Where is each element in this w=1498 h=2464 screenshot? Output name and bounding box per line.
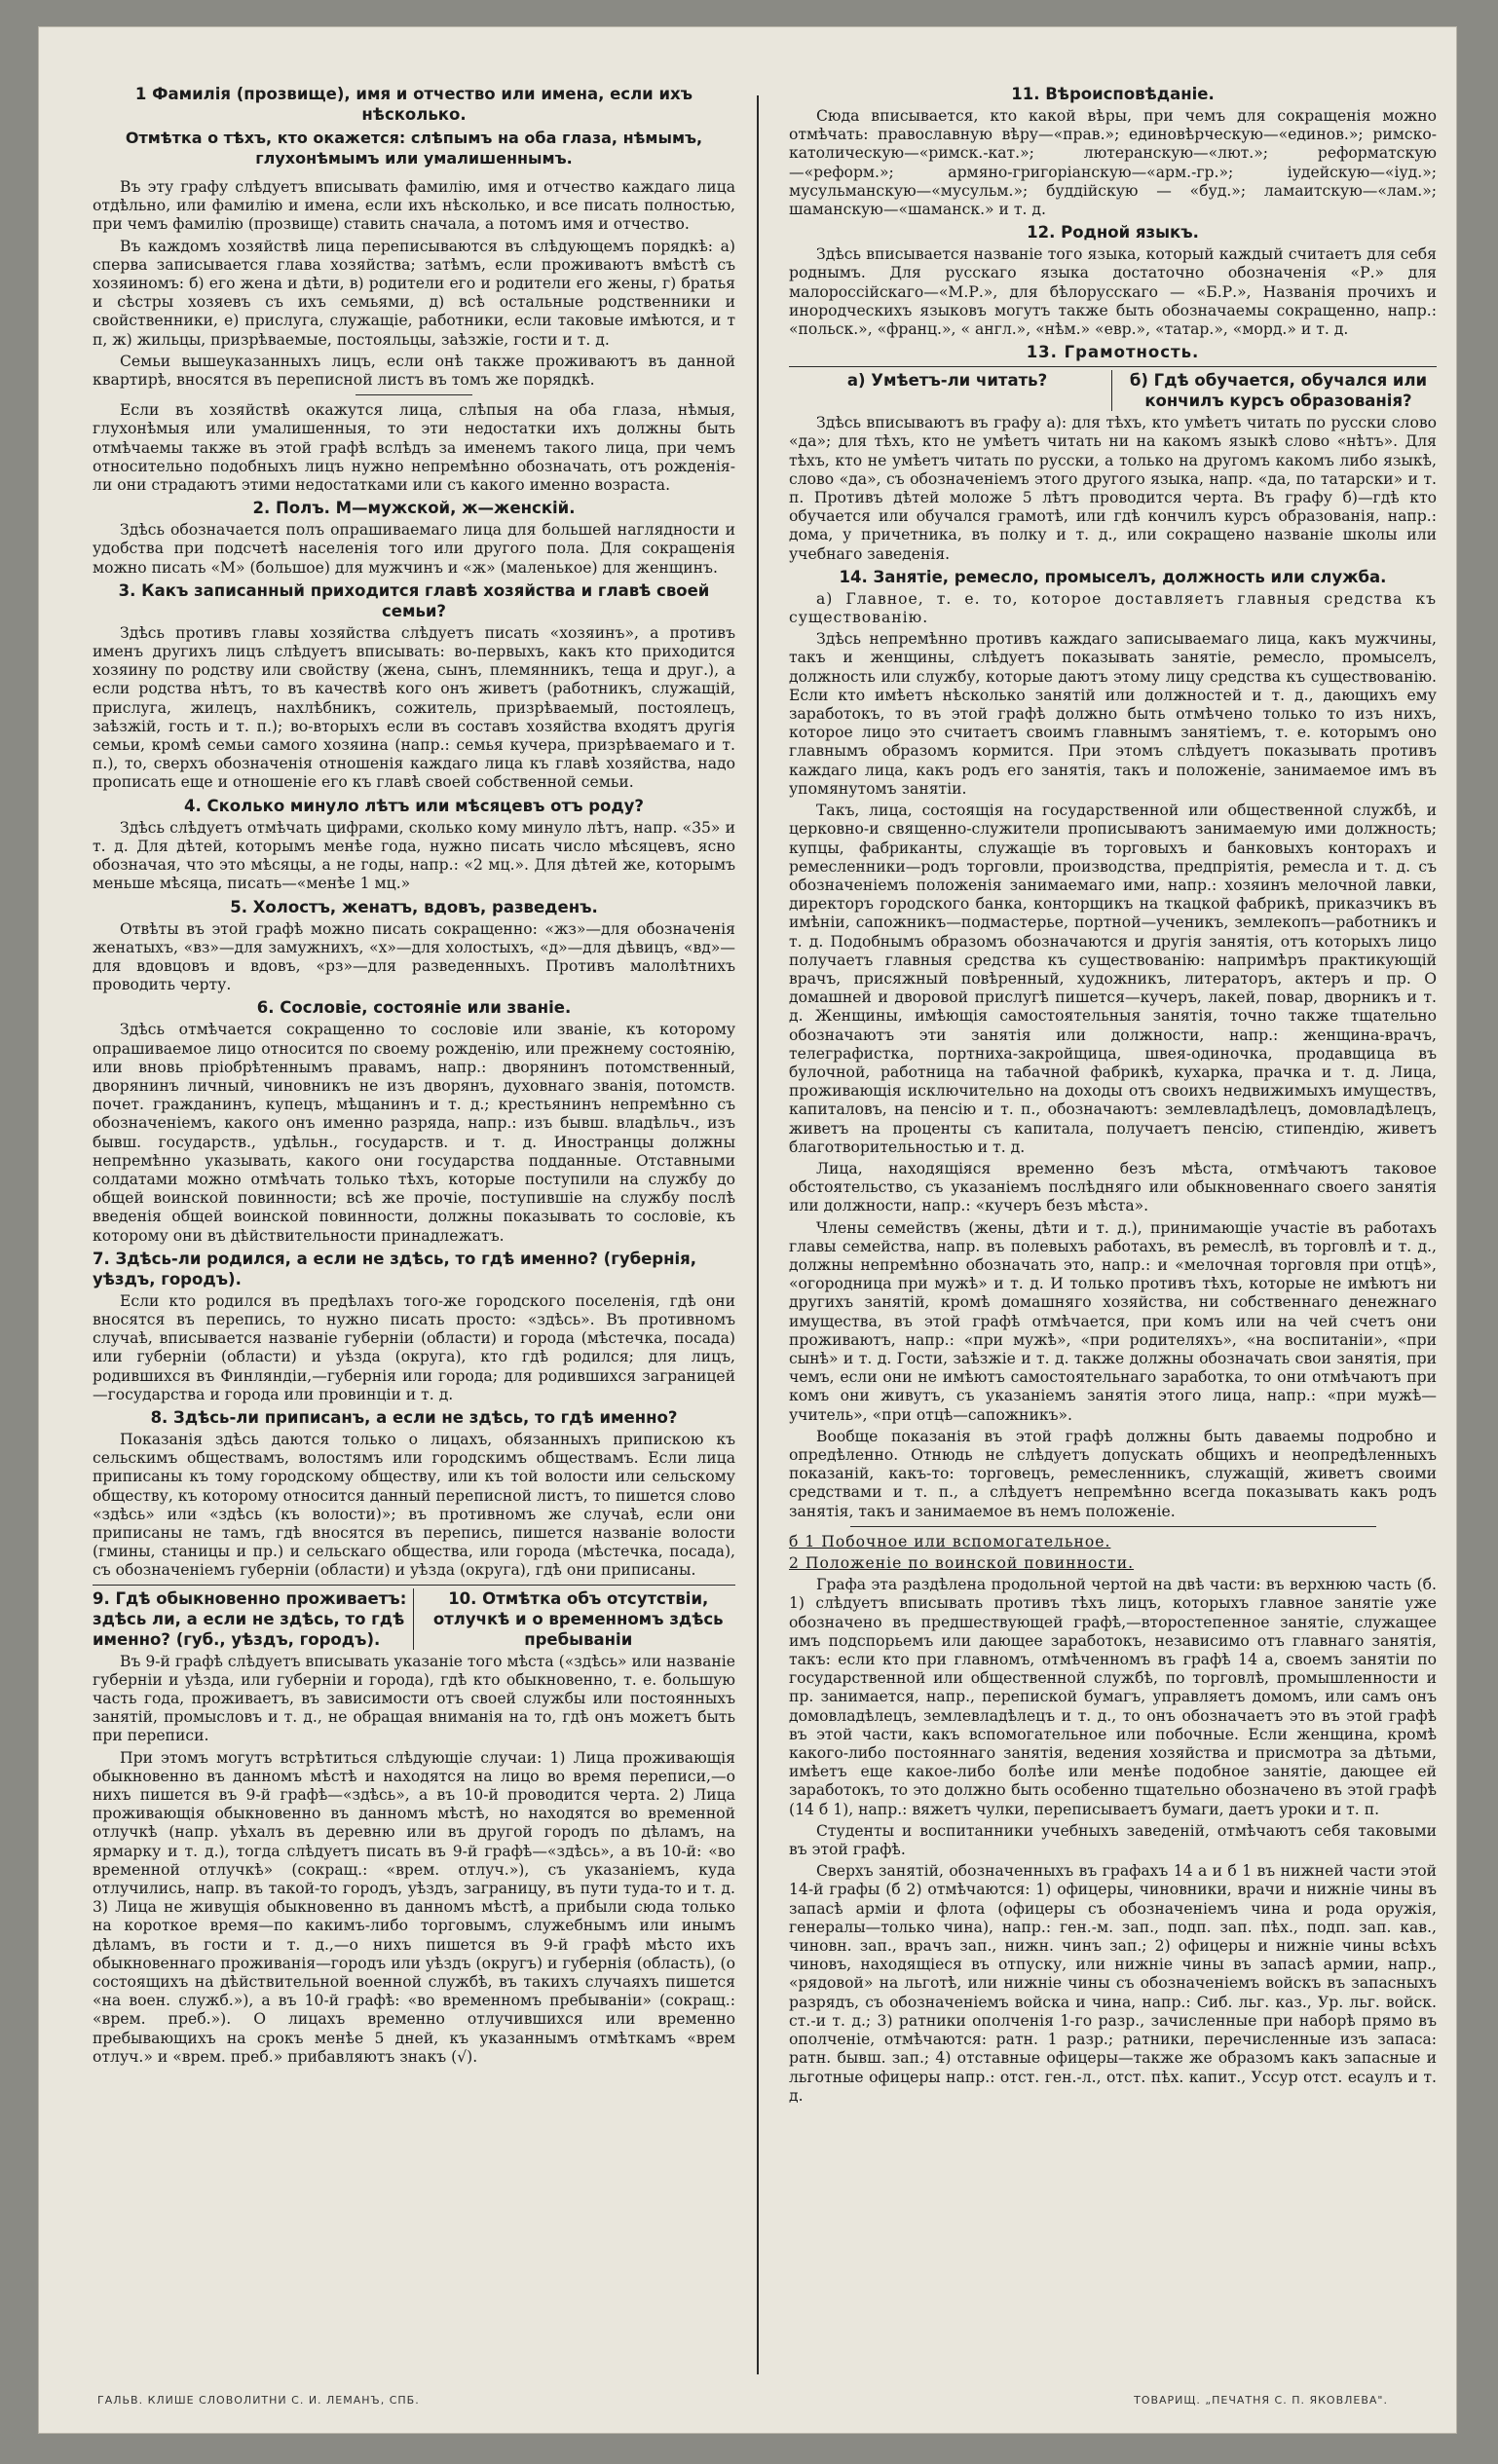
divider-line (850, 1526, 1376, 1527)
section-3-heading: 3. Какъ записанный приходится главѣ хозяйства и главѣ своей семьи? (118, 580, 710, 620)
paragraph: Такъ, лица, состоящія на государственной или общественной службѣ, и церковно-и священно-служители прописываютъ занимаемую ими должность; купцы, фабриканты, служащіе въ торговыхъ и банковыхъ конторахъ и ремесленники—родъ торговли, производства, предпріятія, ремесла и т. д. съ обозначеніемъ положенія занимаемаго ими, напр.: хозяинъ мелочной лавки, директоръ городского банка, конторщикъ на ткацкой фабрикѣ, приказчикъ въ имѣніи, сапожникъ—подмастерье, портной—ученикъ, землекопъ—работникъ и т. д. Подобнымъ образомъ обозначаются и другія занятія, отъ которыхъ лицо получаетъ главныя средства къ существованію: напримѣръ практикующій врачъ, присяжный повѣренный, художникъ, литераторъ, актеръ и пр. О домашней и дворовой прислугѣ пишется—кучеръ, лакей, повар, дворникъ и т. д. Женщины, имѣющія самостоятельныя занятія, точно также тщательно обозначаютъ эти занятія или должности, напр.: женщина-врачъ, телеграфистка, портниха-закройщица, швея-одиночка, продавщица въ булочной, работница на табачной фабрикѣ, кухарка, прачка и т. д. Лица, проживающія исключительно на доходы отъ своихъ недвижимыхъ имуществъ, капиталовъ, на пенсію и т. п., обозначаютъ: землевладѣлецъ, домовладѣлецъ, живетъ на проценты съ капитала, получаетъ пенсію, стипендію, живетъ благотворительностью и т. д. (789, 802, 1437, 1156)
paragraph: Здѣсь вписываютъ въ графу а): для тѣхъ, кто умѣетъ читать по русски слово «да»; для тѣхъ, кто не умѣетъ читать ни на какомъ языкѣ слово «нѣтъ». Для тѣхъ, кто не умѣетъ читать по русски, а только на другомъ какомъ либо языкѣ, слово «да», съ обозначеніемъ этого другого языка, напр. «да, по татарски» и т. п. Противъ дѣтей моложе 5 лѣтъ проводится черта. Въ графу б)—гдѣ кто обучается или обучался грамотѣ, или гдѣ кончилъ курсъ образованія, напр.: дома, у причетника, въ полку и т. д., или сокращено названіе школы или учебнаго заведенія. (789, 414, 1437, 563)
paragraph: При этомъ могутъ встрѣтиться слѣдующіе случаи: 1) Лица проживающія обыкновенно въ данномъ мѣстѣ и находятся на лицо во время переписи,—о нихъ пишется въ 9-й графѣ—«здѣсь», а въ 10-й проводится черта. 2) Лица проживающія обыкновенно въ данномъ мѣстѣ, но находятся во временной отлучкѣ (напр. уѣхалъ въ деревню или въ другой городъ по дѣламъ, на ярмарку и т. д.), тогда слѣдуетъ писать въ 9-й графѣ—«здѣсь», а въ 10-й: «во временной отлучкѣ» (сокращ.: «врем. отлуч.»), съ указаніемъ, куда отлучились, напр. въ такой-то городъ, уѣздъ, заграницу, въ пути туда-то и т. д. 3) Лица не живущія обыкновенно въ данномъ мѣстѣ, а прибыли сюда только на короткое время—по какимъ-либо торговымъ, служебнымъ или инымъ дѣламъ, въ гости и т. д.,—о нихъ пишется въ 9-й графѣ мѣсто ихъ обыкновеннаго проживанія—городъ или уѣздъ (округъ) и губернія (область), (о состоящихъ на дѣйствительной военной службѣ, въ такихъ случаяхъ пишется «на воен. служб.»), а въ 10-й графѣ: «во временномъ пребываніи» (сокращ.: «врем. преб.»). О лицахъ временно отлучившихся или временно пребывающихъ на срокъ менѣе 5 дней, къ указаннымъ отмѣткамъ «врем отлуч.» и «врем. преб.» прибавляютъ знакъ (√). (93, 1748, 735, 2066)
paragraph: Здѣсь непремѣнно противъ каждаго записываемаго лица, какъ мужчины, такъ и женщины, слѣдуетъ показывать занятіе, ремесло, промыселъ, должность или службу, которые даютъ этому лицу средства къ существованію. Если кто имѣетъ нѣсколько занятій или должностей и т. д., дающихъ ему заработокъ, то въ этой графѣ должно быть отмѣчено только то изъ нихъ, которое лицо это считаетъ своимъ главнымъ занятіемъ, т. е. которымъ оно главнымъ образомъ кормится. При этомъ слѣдуетъ показывать противъ каждаго лица, какъ родъ его занятія, такъ и положеніе, занимаемое имъ въ упомянутомъ занятіи. (789, 630, 1437, 798)
paragraph: Здѣсь обозначается полъ опрашиваемаго лица для большей наглядности и удобства при подсчетѣ населенія того или другого пола. Для сокращенія можно писать «М» (большое) для мужчинъ и «ж» (маленькое) для женщинъ. (93, 521, 735, 577)
census-instructions-page (39, 27, 1456, 2433)
section-14b1-heading: б 1 Побочное или вспомогательное. (789, 1532, 1111, 1550)
section-10-heading: 10. Отмѣтка объ отсутствіи, отлучкѣ и о временномъ здѣсь пребываніи (432, 1588, 724, 1649)
paragraph: Сюда вписывается, кто какой вѣры, при чемъ для сокращенія можно отмѣчать: православную вѣру—«прав.»; единовѣрческую—«единов.»; римско-католическую—«римск.-кат.»; лютеранскую—«лют.»; реформатскую—«реформ.»; армяно-григоріанскую—«арм.-гр.»; іудейскую—«іуд.»; мусульманскую—«мусульм.»; буддійскую — «буд.»; ламаитскую—«лам.»; шаманскую—«шаманск.» и т. д. (789, 107, 1437, 219)
section-14a-heading: а) Главное, т. е. то, которое доставляетъ главныя средства къ существованію. (789, 589, 1437, 627)
left-column (93, 81, 735, 2070)
column-divider (757, 95, 759, 2374)
section-2-heading: 2. Полъ. М—мужской, ж—женскій. (252, 499, 576, 518)
paragraph: Студенты и воспитанники учебныхъ заведеній, отмѣчаютъ себя таковыми въ этой графѣ. (789, 1821, 1437, 1859)
right-column (789, 81, 1437, 2109)
section-5-heading: 5. Холостъ, женатъ, вдовъ, разведенъ. (230, 897, 598, 916)
paragraph: Въ эту графу слѣдуетъ вписывать фамилію, имя и отчество каждаго лица отдѣльно, или фамилію и имена, если ихъ нѣсколько, и все писать полностью, при чемъ фамилію (прозвище) ставить сначала, а потомъ имя и отчество. (93, 178, 735, 234)
section-11-heading: 11. Вѣроисповѣданіе. (1011, 85, 1215, 103)
section-14-heading: 14. Занятіе, ремесло, промыселъ, должность или служба. (839, 567, 1387, 586)
paragraph: Лица, находящіяся временно безъ мѣста, отмѣчаютъ таковое обстоятельство, съ указаніемъ послѣдняго или обыкновеннаго своего занятія или должности, напр.: «кучеръ безъ мѣста». (789, 1159, 1437, 1215)
paragraph: Здѣсь вписывается названіе того языка, который каждый считаетъ для себя роднымъ. Для русскаго языка достаточно обозначенія «Р.» для малороссійскаго—«М.Р.», для бѣлорусскаго — «Б.Р.», Названія прочихъ и инородческихъ языковъ могутъ также быть обозначаемы сокращенно, напр.: «польск.», «франц.», « англ.», «нѣм.» «евр.», «татар.», «морд.» и т. д. (789, 245, 1437, 339)
paragraph: Въ 9-й графѣ слѣдуетъ вписывать указаніе того мѣста («здѣсь» или названіе губерніи и уѣзда, или губерніи и города), гдѣ кто обыкновенно, т. е. большую часть года, проживаетъ, въ зависимости отъ своей службы или постоянныхъ занятій, промысловъ и т. д., не обращая вниманія на то, гдѣ онъ можетъ быть при переписи. (93, 1652, 735, 1745)
section-4-heading: 4. Сколько минуло лѣтъ или мѣсяцевъ отъ роду? (183, 796, 645, 815)
printer-credit-right: ТОВАРИЩ. „ПЕЧАТНЯ С. П. ЯКОВЛЕВА". (1134, 2394, 1388, 2407)
section-9-heading: 9. Гдѣ обыкновенно проживаетъ: здѣсь ли, а если не здѣсь, то гдѣ именно? (губ., уѣздъ, городъ). (93, 1588, 414, 1650)
section-7-heading: 7. Здѣсь-ли родился, а если не здѣсь, то гдѣ именно? (губернія, уѣздъ, городъ). (93, 1249, 697, 1288)
printer-credit-left: ГАЛЬВ. КЛИШЕ СЛОВОЛИТНИ С. И. ЛЕМАНЪ, СПБ. (97, 2394, 420, 2407)
paragraph: Показанія здѣсь даются только о лицахъ, обязанныхъ припискою къ сельскимъ обществамъ, волостямъ или городскимъ обществамъ. Если лица приписаны къ тому городскому обществу, или къ той волости или сельскому обществу, къ которому относится данный переписной листъ, то пишется слово «здѣсь» или «здѣсь (къ волости)»; въ противномъ же случаѣ, если они приписаны не тамъ, гдѣ вносятся въ перепись, пишется названіе волости (гмины, станицы и пр.) и сельскаго общества, или города (мѣстечка, посада), съ обозначеніемъ губерніи (области) и уѣзда (округа), гдѣ они приписаны. (93, 1430, 735, 1580)
section-13-heading: 13. Грамотность. (1026, 343, 1200, 362)
paragraph: Члены семействъ (жены, дѣти и т. д.), принимающіе участіе въ работахъ главы семейства, напр. въ полевыхъ работахъ, въ ремеслѣ, въ торговлѣ и т. д., должны непремѣнно обозначать это, напр.: и «мелочная торговля при отцѣ», «огородница при мужѣ» и т. д. И только противъ тѣхъ, которые не имѣютъ ни другихъ занятій, кромѣ домашняго хозяйства, ни собственнаго денежнаго имущества, въ этой графѣ отмѣчается, при комъ или на чей счетъ они проживаютъ, напр.: «при мужѣ», «при родителяхъ», «на воспитаніи», «при сынѣ» и т. д. Гости, заѣзжіе и т. д. также должны обозначать свои занятія, при чемъ, если они не имѣютъ самостоятельнаго заработка, то они отмѣчаютъ при комъ они живутъ, съ указаніемъ занятія этого лица, напр.: «при мужѣ—учитель», «при отцѣ—сапожникъ». (789, 1218, 1437, 1424)
section-6-heading: 6. Сословіе, состояніе или званіе. (256, 998, 572, 1018)
section-1-heading: 1 Фамилія (прозвище), имя и отчество или имена, если ихъ нѣсколько. (134, 85, 693, 124)
paragraph: Если кто родился въ предѣлахъ того-же городского поселенія, гдѣ они вносятся въ перепись, то нужно писать просто: «здѣсь». Въ противномъ случаѣ, вписывается названіе губерніи (области) и города (мѣстечка, посада) или губерніи (области) и уѣзда (округа), кто гдѣ родился; для лицъ, родившихся въ Финляндіи,—губернія или города; для родившихся заграницей—государства и города или провинціи и т. д. (93, 1291, 735, 1403)
section-1-subheading: Отмѣтка о тѣхъ, кто окажется: слѣпымъ на оба глаза, нѣмымъ, глухонѣмымъ или умалишеннымъ. (125, 129, 703, 168)
section-12-heading: 12. Родной языкъ. (1027, 223, 1199, 243)
section-13a-heading: а) Умѣетъ-ли читать? (789, 370, 1112, 411)
paragraph: Вообще показанія въ этой графѣ должны быть даваемы подробно и опредѣленно. Отнюдь не слѣдуетъ допускать общихъ и неопредѣленныхъ показаній, какъ-то: торговецъ, ремесленникъ, служащій, живетъ своими средствами и т. п., а слѣдуетъ непремѣнно всегда показывать какъ родъ занятія, такъ и занимаемое въ немъ положеніе. (789, 1427, 1437, 1520)
paragraph: Отвѣты въ этой графѣ можно писать сокращенно: «жз»—для обозначенія женатыхъ, «вз»—для замужнихъ, «х»—для холостыхъ, «д»—для дѣвицъ, «вд»—для вдовцовъ и вдовъ, «рз»—для разведенныхъ. Противъ малолѣтнихъ проводить черту. (93, 919, 735, 994)
section-13-subheader (789, 366, 1437, 414)
divider-line (356, 394, 472, 395)
paragraph: Семьи вышеуказанныхъ лицъ, если онѣ также проживаютъ въ данной квартирѣ, вносятся въ переписной листъ въ томъ же порядкѣ. (93, 352, 735, 390)
paragraph: Здѣсь слѣдуетъ отмѣчать цифрами, сколько кому минуло лѣтъ, напр. «35» и т. д. Для дѣтей, которымъ менѣе года, нужно писать число мѣсяцевъ, ясно обозначая, что это мѣсяцы, а не годы, напр.: «2 мц.». Для дѣтей же, которымъ меньше мѣсяца, писать—«менѣе 1 мц.» (93, 818, 735, 893)
section-8-heading: 8. Здѣсь-ли приписанъ, а если не здѣсь, то гдѣ именно? (150, 1407, 678, 1427)
paragraph: Графа эта раздѣлена продольной чертой на двѣ части: въ верхнюю часть (б. 1) слѣдуетъ вписывать противъ тѣхъ лицъ, которыхъ главное занятіе уже обозначено въ предшествующей графѣ,—второстепенное занятіе, служащее имъ подспорьемъ или дающее заработокъ, независимо отъ главнаго занятія, такъ: если кто при главномъ, отмѣченномъ въ графѣ 14 а, своемъ занятіи по государственной или общественной службѣ, по торговлѣ, промышленности и пр. занимается, напр., перепиской бумагъ, управляетъ домомъ, или самъ онъ домовладѣлецъ, землевладѣлецъ и т. д., то онъ обозначаетъ это въ этой графѣ въ этой части, какъ вспомогательное или побочные. Если женщина, кромѣ какого-либо постояннаго занятія, ведения хозяйства и присмотра за дѣтьми, имѣетъ еще какое-либо болѣе или менѣе подобное занятіе, дающее ей заработокъ, то это должно быть особенно тщательно обозначено въ этой графѣ (14 б 1), напр.: вяжетъ чулки, переписываетъ бумаги, даетъ уроки и т. п. (789, 1576, 1437, 1818)
section-14b2-heading: 2 Положеніе по воинской повинности. (789, 1554, 1135, 1573)
paragraph: Здѣсь отмѣчается сокращенно то сословіе или званіе, къ которому опрашиваемое лицо относится по своему рожденію, или прежнему состоянію, или вновь пріобрѣтеннымъ правамъ, напр.: дворянинъ потомственный, дворянинъ личный, чиновникъ не изъ дворянъ, духовнаго званія, потомств. почет. гражданинъ, купецъ, мѣщанинъ и т. д.; крестьянинъ непремѣнно съ обозначеніемъ, какого онъ именно разряда, напр.: изъ бывш. владѣльч., изъ бывш. государств., удѣльн., государств. и т. д. Иностранцы должны непремѣнно указывать, какого они государства подданные. Отставными солдатами можно отмѣчать только тѣхъ, которые поступили на службу до общей воинской повинности; всѣ же прочіе, поступившіе на службу послѣ введенія общей воинской повинности, должны показывать то сословіе, къ которому они въ дѣйствительности принадлежатъ. (93, 1021, 735, 1245)
paragraph: Здѣсь противъ главы хозяйства слѣдуетъ писать «хозяинъ», а противъ именъ другихъ лицъ слѣдуетъ вписывать: во-первыхъ, какъ кто приходится хозяину по родству или свойству (жена, сынъ, племянникъ, теща и друг.), а если родства нѣтъ, то въ качествѣ кого онъ живетъ (работникъ, служащій, прислуга, жилецъ, нахлѣбникъ, сожитель, призрѣваемый, постоялецъ, заѣзжій, гость и т. п.); во-вторыхъ если въ составъ хозяйства входятъ другія семьи, кромѣ семьи самого хозяина (напр.: семья кучера, призрѣваемаго и т. п.), то, сверхъ обозначенія отношенія каждаго лица къ главѣ хозяйства, надо прописать еще и отношеніе его къ главѣ своей собственной семьи. (93, 623, 735, 792)
paragraph: Въ каждомъ хозяйствѣ лица переписываются въ слѣдующемъ порядкѣ: а) сперва записывается глава хозяйства; затѣмъ, если проживаютъ вмѣстѣ съ хозяиномъ: б) его жена и дѣти, в) родители его и родители его жены, г) братья и сѣстры хозяевъ съ ихъ семьями, д) всѣ остальные родственники и свойственники, е) прислуга, служащіе, работники, если таковые имѣются, и т п, ж) жильцы, призрѣваемые, постояльцы, заѣзжіе, гости и т. д. (93, 237, 735, 349)
paragraph: Если въ хозяйствѣ окажутся лица, слѣпыя на оба глаза, нѣмыя, глухонѣмыя или умалишенныя, то эти недостатки ихъ должны быть отмѣчаемы также въ этой графѣ вслѣдъ за именемъ такого лица, при чемъ относительно подобныхъ лицъ нужно непремѣнно обозначать, отъ рожденія-ли они страдаютъ этими недостатками или съ какого именно возраста. (93, 401, 735, 495)
section-13b-heading: б) Гдѣ обучается, обучался или кончилъ курсъ образованія? (1129, 371, 1428, 411)
paragraph: Сверхъ занятій, обозначенныхъ въ графахъ 14 а и б 1 въ нижней части этой 14-й графы (б 2) отмѣчаются: 1) офицеры, чиновники, врачи и нижніе чины въ запасѣ арміи и флота (офицеры съ обозначеніемъ чина и рода оружія, генералы—только чина), напр.: ген.-м. зап., подп. зап. пѣх., подп. зап. кав., чиновн. зап., врачъ зап., нижн. чинъ зап.; 2) офицеры и нижніе чины всѣхъ чиновъ, находящіеся въ отпуску, или нижніе чины въ запасѣ армии, напр., «рядовой» на льготѣ, или нижніе чины съ обозначеніемъ войскъ въ запасныхъ разрядъ, съ обозначеніемъ войска и чина, напр.: Сиб. льг. каз., Ур. льг. войск. ст.-и т. д.; 3) ратники ополченія 1-го разр., зачисленные при наборѣ прямо въ ополченіе, отмѣчаются: ратн. 1 разр.; ратники, перечисленные изъ запаса: ратн. бывш. зап.; 4) отставные офицеры—также же образомъ какъ запасные и льготные офицеры напр.: отст. ген.-л., отст. пѣх. капит., Уссур отст. есаулъ и т. д. (789, 1862, 1437, 2105)
sections-9-10-header (93, 1585, 735, 1653)
